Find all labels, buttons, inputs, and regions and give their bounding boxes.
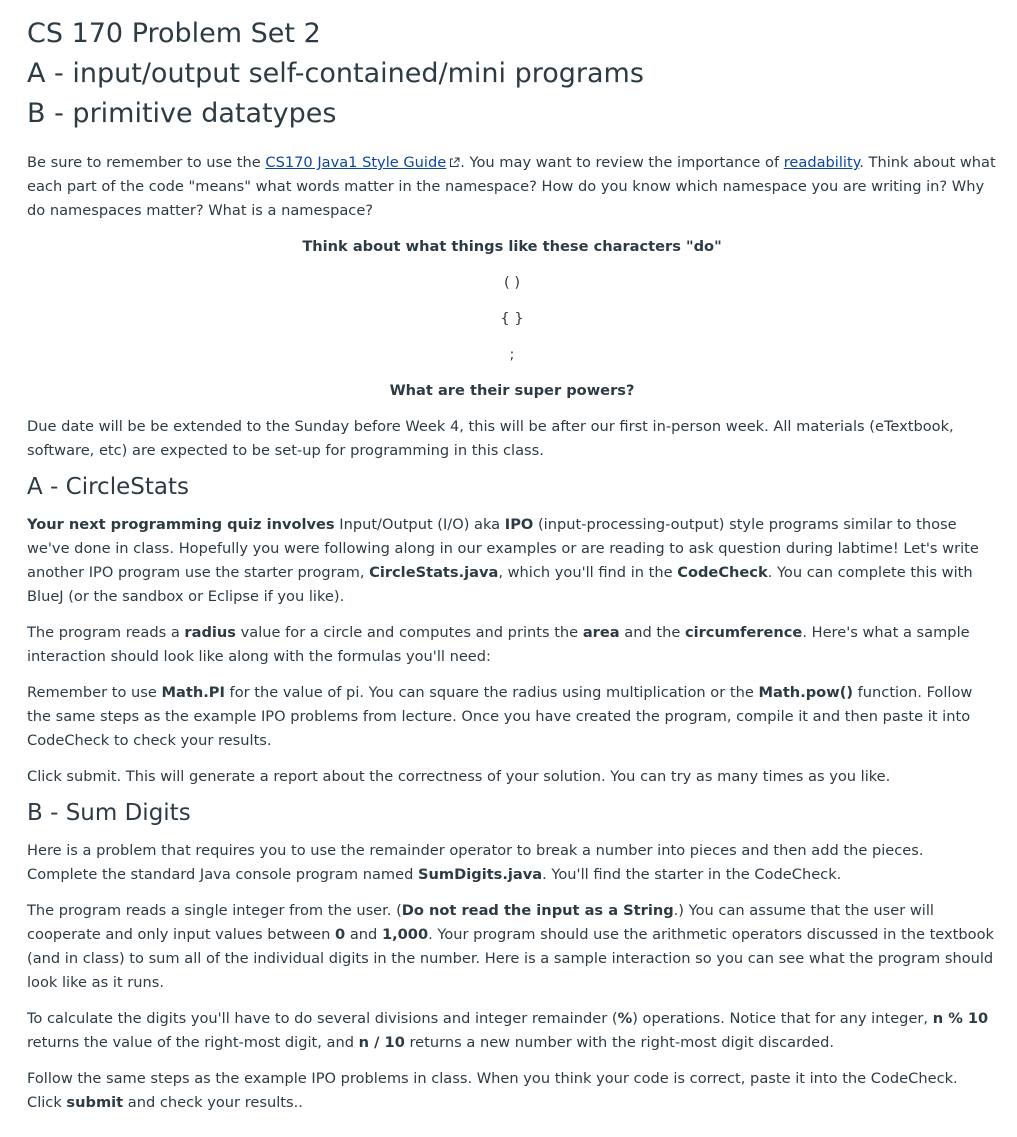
title-line-2: A - input/output self-contained/mini programs	[27, 58, 644, 89]
glyph-semicolon: ;	[509, 346, 515, 363]
readability-link[interactable]: readability	[783, 154, 860, 171]
section-b-paragraph-4	[27, 1067, 997, 1115]
bold-text: Your next programming quiz involves	[27, 516, 335, 533]
text: Follow the same steps as the example IPO problems in class. When you think your code is correct, paste it into the CodeCheck. Click	[27, 1070, 958, 1111]
text: returns the value of the right-most digit, and	[27, 1034, 359, 1051]
intro-text-1: Be sure to remember to use the	[27, 154, 266, 171]
text: Here is a problem that requires you to use the remainder operator to break a number into pieces and then add the pieces. Complete the standard Java console program named	[27, 842, 924, 883]
text: for the value of pi. You can square the radius using multiplication or the	[224, 684, 759, 701]
section-a-paragraph-3	[27, 681, 997, 753]
bold-text: circumference	[684, 624, 803, 641]
text: value for a circle and computes and prints the	[235, 624, 583, 641]
bold-text: submit	[66, 1094, 124, 1111]
bold-text: n % 10	[932, 1010, 989, 1027]
glyph-parentheses: ( )	[503, 274, 521, 291]
glyph-braces: { }	[500, 310, 524, 327]
bold-text: IPO	[504, 516, 534, 533]
text: and the	[619, 624, 685, 641]
text: and	[345, 926, 382, 943]
style-guide-link[interactable]: CS170 Java1 Style Guide	[265, 154, 447, 171]
section-a-heading: A - CircleStats	[27, 474, 189, 500]
text: Remember to use	[27, 684, 162, 701]
bold-text: n / 10	[358, 1034, 405, 1051]
characters-heading: Think about what things like these characters "do"	[302, 238, 722, 255]
bold-text: Do not read the input as a String	[401, 902, 674, 919]
text: returns a new number with the right-most digit discarded.	[404, 1034, 834, 1051]
text: To calculate the digits you'll have to do several divisions and integer remainder (	[27, 1010, 618, 1027]
characters-footer: What are their super powers?	[389, 382, 635, 399]
text: . Here's what a sample interaction should look like along with the formulas you'll need:	[27, 624, 970, 665]
bold-text: area	[582, 624, 620, 641]
text: The program reads a	[27, 624, 185, 641]
section-a-paragraph-4: Click submit. This will generate a report about the correctness of your solution. You can try as many times as you like.	[27, 768, 891, 785]
text: , which you'll find in the	[498, 564, 678, 581]
bold-text: Math.pow()	[758, 684, 854, 701]
section-b-heading: B - Sum Digits	[27, 800, 191, 826]
bold-text: 0	[335, 926, 346, 943]
intro-text-3: . Think about what each part of the code "means" what words matter in the namespace? How do you know which namespace you are writing in? Why do namespaces matter? What is a namespace?	[27, 154, 996, 219]
title-line-3: B - primitive datatypes	[27, 98, 337, 129]
bold-text: 1,000	[381, 926, 429, 943]
page-title	[27, 14, 997, 134]
intro-paragraph	[27, 151, 997, 223]
section-a-paragraph-2	[27, 621, 997, 669]
text: (input-processing-output) style programs similar to those we've done in class. Hopefully you were following along in our examples or are reading to ask question during labtime! Let's write another IPO program use the starter program,	[27, 516, 979, 581]
text: . You can complete this with BlueJ (or the sandbox or Eclipse if you like).	[27, 564, 973, 605]
text: ) operations. Notice that for any integer,	[632, 1010, 933, 1027]
bold-text: SumDigits.java	[418, 866, 543, 883]
section-b-paragraph-1	[27, 839, 997, 887]
bold-text: %	[617, 1010, 633, 1027]
text: . Your program should use the arithmetic operators discussed in the textbook (and in class) to sum all of the individual digits in the number. Here is a sample interaction so you can see what the program should look like as it runs.	[27, 926, 994, 991]
intro-text-2: . You may want to review the importance of	[460, 154, 784, 171]
text: The program reads a single integer from the user. (	[27, 902, 402, 919]
section-a-paragraph-1	[27, 513, 997, 609]
title-line-1: CS 170 Problem Set 2	[27, 18, 321, 49]
text: . You'll find the starter in the CodeCheck.	[542, 866, 842, 883]
bold-text: Math.PI	[161, 684, 225, 701]
bold-text: radius	[184, 624, 236, 641]
text: .) You can assume that the user will cooperate and only input values between	[27, 902, 934, 943]
text: function. Follow the same steps as the example IPO problems from lecture. Once you have created the program, compile it and then paste it into CodeCheck to check your results.	[27, 684, 973, 749]
text: and check your results..	[123, 1094, 303, 1111]
section-b-paragraph-2	[27, 899, 997, 995]
bold-text: CodeCheck	[677, 564, 768, 581]
text: Input/Output (I/O) aka	[334, 516, 505, 533]
section-b-paragraph-3	[27, 1007, 997, 1055]
due-date-paragraph: Due date will be be extended to the Sunday before Week 4, this will be after our first in-person week. All materials (eTextbook, software, etc) are expected to be set-up for programming in this class.	[27, 418, 954, 459]
bold-text: CircleStats.java	[369, 564, 499, 581]
external-link-icon[interactable]	[449, 152, 460, 163]
